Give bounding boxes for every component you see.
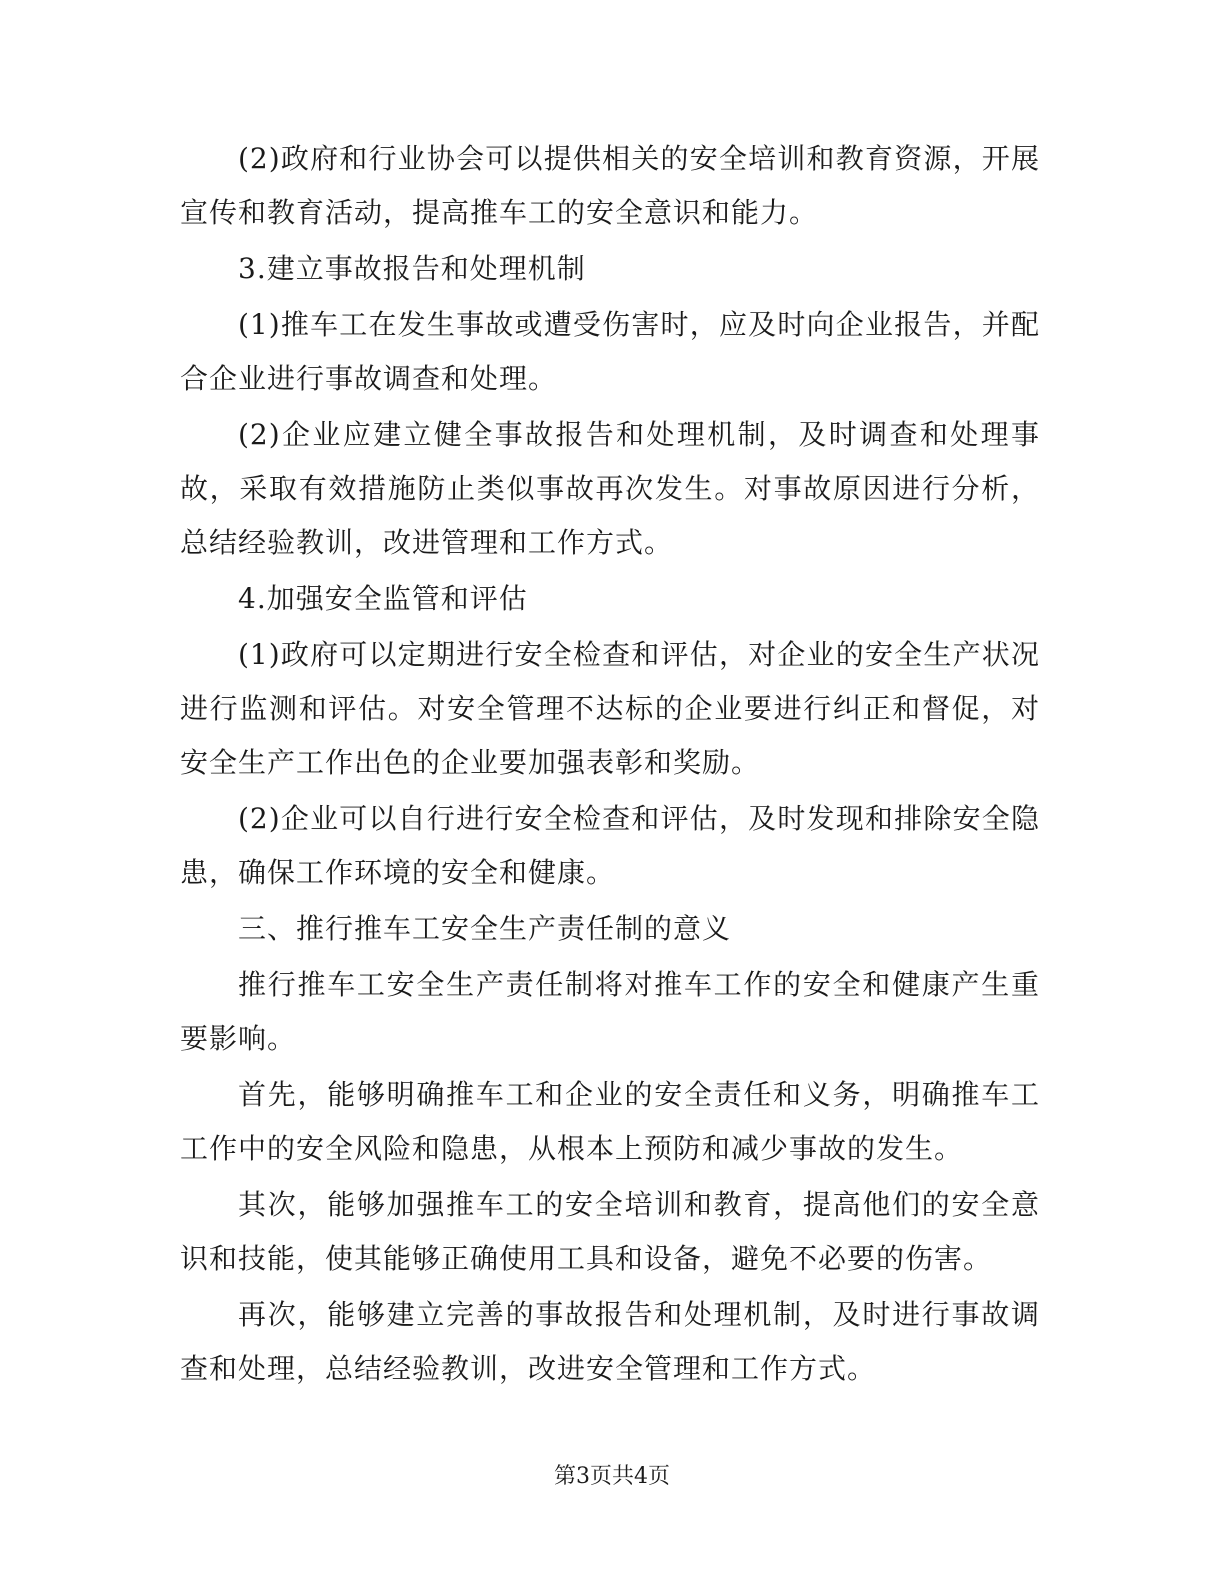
heading-supervision: 4.加强安全监管和评估 [238, 582, 528, 615]
paragraph-enterprise-mechanism: (2)企业应建立健全事故报告和处理机制，及时调查和处理事故，采取有效措施防止类似事故再次发生。对事故原因进行分析，总结经验教训，改进管理和工作方式。 [180, 418, 1040, 559]
paragraph-second: 其次，能够加强推车工的安全培训和教育，提高他们的安全意识和技能，使其能够正确使用工具和设备，避免不必要的伤害。 [180, 1188, 1040, 1275]
paragraph-gov-inspection: (1)政府可以定期进行安全检查和评估，对企业的安全生产状况进行监测和评估。对安全管理不达标的企业要进行纠正和督促，对安全生产工作出色的企业要加强表彰和奖励。 [180, 638, 1040, 779]
heading-accident-mechanism: 3.建立事故报告和处理机制 [238, 252, 586, 285]
paragraph-significance-intro: 推行推车工安全生产责任制将对推车工作的安全和健康产生重要影响。 [180, 968, 1040, 1055]
document-body [180, 132, 1040, 1398]
heading-significance: 三、推行推车工安全生产责任制的意义 [238, 912, 732, 945]
paragraph-first: 首先，能够明确推车工和企业的安全责任和义务，明确推车工工作中的安全风险和隐患，从根本上预防和减少事故的发生。 [180, 1078, 1040, 1165]
page-number: 第3页共4页 [554, 1464, 670, 1489]
paragraph-third: 再次，能够建立完善的事故报告和处理机制，及时进行事故调查和处理，总结经验教训，改进安全管理和工作方式。 [180, 1298, 1040, 1385]
paragraph-worker-report: (1)推车工在发生事故或遭受伤害时，应及时向企业报告，并配合企业进行事故调查和处理。 [180, 308, 1040, 395]
paragraph-gov-training: (2)政府和行业协会可以提供相关的安全培训和教育资源，开展宣传和教育活动，提高推车工的安全意识和能力。 [180, 142, 1040, 229]
paragraph-enterprise-inspection: (2)企业可以自行进行安全检查和评估，及时发现和排除安全隐患，确保工作环境的安全和健康。 [180, 802, 1040, 889]
